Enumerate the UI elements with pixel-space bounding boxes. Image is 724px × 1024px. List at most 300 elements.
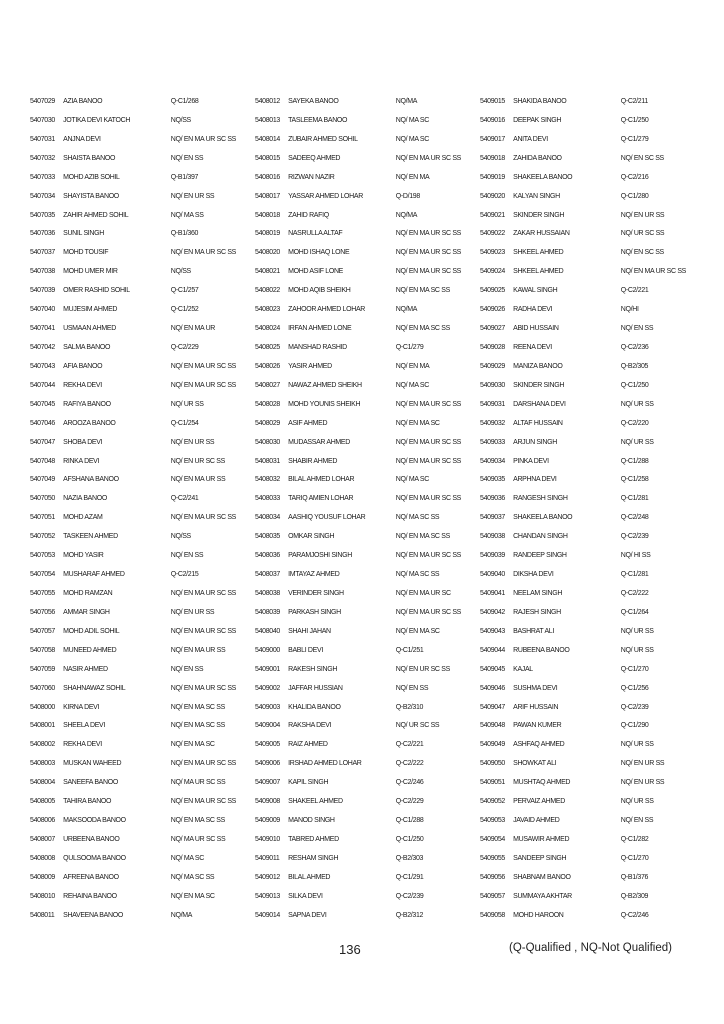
candidate-name: MUSKAN WAHEED (63, 758, 122, 768)
roll-number: 5409053 (480, 815, 505, 825)
roll-number: 5407045 (30, 398, 55, 408)
result-status: Q-C1/288 (620, 455, 649, 465)
candidate-row (480, 813, 687, 832)
roll-number: 5407029 (30, 96, 55, 105)
candidate-name: TABRED AHMED (288, 833, 339, 843)
candidate-name: KIRNA DEVI (63, 701, 100, 711)
result-status: Q-C1/250 (620, 114, 649, 124)
candidate-name: SKINDER SINGH (513, 379, 565, 389)
candidate-row (480, 700, 687, 719)
candidate-row (480, 624, 687, 643)
candidate-row (480, 94, 687, 113)
candidate-row (30, 435, 237, 454)
result-status: Q-C2/221 (620, 285, 649, 295)
roll-number: 5409040 (480, 569, 505, 579)
result-status: NQ/ EN MA UR SC SS (395, 436, 462, 446)
candidate-row (30, 567, 237, 586)
roll-number: 5408008 (30, 852, 55, 862)
candidate-row (480, 189, 687, 208)
roll-number: 5409004 (255, 720, 280, 730)
candidate-row (30, 737, 237, 756)
result-status: NQ/ EN UR SC SS (395, 663, 450, 673)
roll-number: 5409034 (480, 455, 505, 465)
candidate-row (255, 586, 462, 605)
candidate-name: TASLEEMA BANOO (288, 114, 348, 124)
result-status: Q-C2/248 (620, 512, 649, 522)
roll-number: 5408029 (255, 417, 280, 427)
candidate-name: PARKASH SINGH (288, 606, 341, 616)
candidate-name: JOTIKA DEVI KATOCH (63, 114, 131, 124)
result-status: Q-C1/256 (620, 682, 649, 692)
candidate-name: RAFIYA BANOO (63, 398, 111, 408)
candidate-row (255, 359, 462, 378)
roll-number: 5409003 (255, 701, 280, 711)
candidate-name: RAKSHA DEVI (288, 720, 332, 730)
result-status: Q-C1/254 (170, 417, 199, 427)
roll-number: 5408020 (255, 247, 280, 257)
candidate-name: MOHD UMER MIR (63, 266, 118, 276)
roll-number: 5409049 (480, 739, 505, 749)
roll-number: 5409045 (480, 663, 505, 673)
candidate-name: NAZIA BANOO (63, 493, 107, 503)
roll-number: 5407044 (30, 379, 55, 389)
candidate-row (480, 567, 687, 586)
candidate-name: AROOZA BANOO (63, 417, 116, 427)
result-status: NQ/ UR SS (620, 398, 654, 408)
result-status: Q-C2/215 (170, 569, 199, 579)
roll-number: 5407034 (30, 190, 55, 200)
roll-number: 5407035 (30, 209, 55, 219)
candidate-row (480, 794, 687, 813)
roll-number: 5407051 (30, 512, 55, 522)
candidate-name: VERINDER SINGH (288, 587, 344, 597)
result-status: NQ/ UR SS (620, 644, 654, 654)
candidate-row (480, 832, 687, 851)
roll-number: 5409002 (255, 682, 280, 692)
candidate-row (255, 189, 462, 208)
candidate-row (480, 586, 687, 605)
result-status: NQ/ EN SC SS (620, 152, 664, 162)
roll-number: 5409017 (480, 133, 505, 143)
result-status: NQ/ EN MA SC (395, 625, 440, 635)
result-status: NQ/ MA UR SC SS (170, 833, 226, 843)
candidate-row (255, 264, 462, 283)
results-column-2 (255, 94, 480, 927)
candidate-name: KAJAL (513, 663, 533, 673)
candidate-row (30, 851, 237, 870)
candidate-name: MUNEED AHMED (63, 644, 117, 654)
candidate-row (480, 548, 687, 567)
candidate-name: SADEEQ AHMED (288, 152, 341, 162)
candidate-name: CHANDAN SINGH (513, 531, 568, 541)
result-status: NQ/ MA SC SS (170, 871, 215, 881)
result-status: Q-C1/250 (620, 379, 649, 389)
candidate-name: MOHD AZAM (63, 512, 103, 522)
candidate-row (480, 359, 687, 378)
candidate-name: MOHD ASIF LONE (288, 266, 344, 276)
candidate-name: ABID HUSSAIN (513, 323, 559, 333)
candidate-name: SAPNA DEVI (288, 909, 327, 919)
roll-number: 5409047 (480, 701, 505, 711)
candidate-row (255, 662, 462, 681)
result-status: Q-C1/279 (395, 341, 424, 351)
candidate-name: ZAHID RAFIQ (288, 209, 329, 219)
candidate-row (480, 472, 687, 491)
result-status: NQ/ EN MA UR SC SS (395, 152, 462, 162)
candidate-name: SUSHMA DEVI (513, 682, 558, 692)
roll-number: 5408006 (30, 815, 55, 825)
candidate-name: QULSOOMA BANOO (63, 852, 126, 862)
candidate-name: AZIA BANOO (63, 96, 103, 105)
candidate-row (255, 132, 462, 151)
candidate-name: MOHD YOUNIS SHEIKH (288, 398, 361, 408)
candidate-name: KAWAL SINGH (513, 285, 558, 295)
candidate-row (30, 813, 237, 832)
roll-number: 5408024 (255, 323, 280, 333)
result-status: NQ/ HI SS (620, 550, 651, 560)
result-status: NQ/ EN SS (170, 550, 204, 560)
candidate-row (30, 359, 237, 378)
result-status: NQ/ EN MA UR SC SS (170, 379, 237, 389)
roll-number: 5409020 (480, 190, 505, 200)
candidate-name: MOHD AQIB SHEIKH (288, 285, 351, 295)
roll-number: 5409041 (480, 587, 505, 597)
candidate-row (480, 491, 687, 510)
roll-number: 5408016 (255, 171, 280, 181)
roll-number: 5408025 (255, 341, 280, 351)
candidate-name: RANGESH SINGH (513, 493, 568, 503)
candidate-name: SHAHI JAHAN (288, 625, 331, 635)
result-status: Q-C1/251 (395, 644, 424, 654)
roll-number: 5408007 (30, 833, 55, 843)
roll-number: 5407052 (30, 531, 55, 541)
roll-number: 5409000 (255, 644, 280, 654)
candidate-name: MANIZA BANOO (513, 360, 563, 370)
candidate-row (255, 567, 462, 586)
candidate-row (255, 889, 462, 908)
result-legend: (Q-Qualified , NQ-Not Qualified) (509, 942, 672, 954)
candidate-name: AFIA BANOO (63, 360, 103, 370)
result-status: Q-B2/310 (395, 701, 424, 711)
roll-number: 5409009 (255, 815, 280, 825)
candidate-row (255, 302, 462, 321)
candidate-name: SHKEEL AHMED (513, 247, 564, 257)
result-status: NQ/ EN MA SC SS (395, 531, 450, 541)
candidate-name: MUSAWIR AHMED (513, 833, 570, 843)
candidate-row (30, 283, 237, 302)
candidate-name: BILAL AHMED LOHAR (288, 474, 355, 484)
candidate-row (30, 208, 237, 227)
roll-number: 5409023 (480, 247, 505, 257)
candidate-row (30, 681, 237, 700)
candidate-row (30, 189, 237, 208)
result-status: NQ/ UR SC SS (620, 228, 665, 238)
result-status: NQ/ UR SS (170, 398, 204, 408)
candidate-row (480, 529, 687, 548)
result-status: NQ/ EN UR SS (620, 209, 665, 219)
roll-number: 5409052 (480, 796, 505, 806)
result-status: NQ/ EN MA UR SC SS (395, 247, 462, 257)
candidate-row (480, 870, 687, 889)
candidate-name: RESHAM SINGH (288, 852, 339, 862)
result-status: NQ/ MA SC SS (395, 512, 440, 522)
candidate-name: NAWAZ AHMED SHEIKH (288, 379, 362, 389)
roll-number: 5409008 (255, 796, 280, 806)
result-status: NQ/ MA SC (395, 379, 429, 389)
candidate-row (480, 435, 687, 454)
result-status: Q-C2/216 (620, 171, 649, 181)
candidate-row (480, 756, 687, 775)
candidate-name: SHKEEL AHMED (513, 266, 564, 276)
roll-number: 5407041 (30, 323, 55, 333)
candidate-row (480, 510, 687, 529)
candidate-row (30, 529, 237, 548)
candidate-row (480, 113, 687, 132)
result-status: NQ/ EN MA UR SC SS (395, 266, 462, 276)
result-status: Q-C2/220 (620, 417, 649, 427)
roll-number: 5409048 (480, 720, 505, 730)
candidate-row (255, 94, 462, 113)
candidate-name: RUBEENA BANOO (513, 644, 570, 654)
candidate-name: ZAHIDA BANOO (513, 152, 562, 162)
candidate-row (30, 226, 237, 245)
result-status: Q-C1/282 (620, 833, 649, 843)
result-status: Q-C1/279 (620, 133, 649, 143)
candidate-name: REKHA DEVI (63, 739, 102, 749)
roll-number: 5408034 (255, 512, 280, 522)
result-status: Q-C1/281 (620, 569, 649, 579)
candidate-row (255, 170, 462, 189)
roll-number: 5409042 (480, 606, 505, 616)
candidate-name: RAIZ AHMED (288, 739, 328, 749)
roll-number: 5409025 (480, 285, 505, 295)
result-status: NQ/ EN MA SC (170, 890, 215, 900)
candidate-row (30, 624, 237, 643)
roll-number: 5409054 (480, 833, 505, 843)
candidate-row (30, 775, 237, 794)
candidate-name: SILKA DEVI (288, 890, 323, 900)
roll-number: 5409058 (480, 909, 505, 919)
candidate-row (255, 529, 462, 548)
roll-number: 5407031 (30, 133, 55, 143)
result-status: Q-C2/241 (170, 493, 199, 503)
candidate-row (255, 908, 462, 927)
results-column-1 (30, 94, 255, 927)
result-status: Q-C2/246 (395, 777, 424, 787)
result-status: NQ/ EN MA UR (170, 323, 216, 333)
result-status: NQ/ EN MA UR SC SS (395, 398, 462, 408)
result-status: NQ/ EN SS (170, 663, 204, 673)
roll-number: 5409037 (480, 512, 505, 522)
candidate-row (255, 681, 462, 700)
candidate-row (30, 94, 237, 113)
candidate-name: MOHD ISHAQ LONE (288, 247, 350, 257)
candidate-name: SHAKEELA BANOO (513, 512, 573, 522)
result-status: NQ/ EN MA UR SC SS (170, 625, 237, 635)
candidate-row (480, 397, 687, 416)
candidate-row (255, 378, 462, 397)
candidate-name: DEEPAK SINGH (513, 114, 562, 124)
candidate-name: ZUBAIR AHMED SOHIL (288, 133, 358, 143)
candidate-name: MANSHAD RASHID (288, 341, 347, 351)
result-status: Q-B2/303 (395, 852, 424, 862)
candidate-row (30, 548, 237, 567)
result-status: NQ/ UR SS (620, 625, 654, 635)
candidate-name: URBEENA BANOO (63, 833, 120, 843)
candidate-row (480, 889, 687, 908)
roll-number: 5408014 (255, 133, 280, 143)
candidate-name: OMER RASHID SOHIL (63, 285, 130, 295)
roll-number: 5407049 (30, 474, 55, 484)
result-status: NQ/ EN MA UR SC SS (395, 455, 462, 465)
candidate-row (30, 340, 237, 359)
roll-number: 5407033 (30, 171, 55, 181)
candidate-row (480, 283, 687, 302)
candidate-name: RAJESH SINGH (513, 606, 561, 616)
candidate-row (30, 662, 237, 681)
candidate-name: SHEELA DEVI (63, 720, 106, 730)
candidate-name: TAHIRA BANOO (63, 796, 112, 806)
result-status: Q-C1/264 (620, 606, 649, 616)
roll-number: 5409007 (255, 777, 280, 787)
result-status: Q-C1/268 (170, 96, 199, 105)
result-status: Q-C1/291 (395, 871, 424, 881)
result-status: NQ/HI (620, 304, 639, 314)
result-status: NQ/MA (395, 304, 418, 314)
result-status: NQ/ EN MA UR SC SS (170, 247, 237, 257)
candidate-row (255, 226, 462, 245)
candidate-row (255, 700, 462, 719)
candidate-row (30, 908, 237, 927)
candidate-row (30, 264, 237, 283)
result-status: NQ/MA (170, 909, 193, 919)
roll-number: 5409015 (480, 96, 505, 105)
result-status: NQ/ MA SC (395, 133, 429, 143)
candidate-row (255, 775, 462, 794)
roll-number: 5407030 (30, 114, 55, 124)
roll-number: 5408031 (255, 455, 280, 465)
candidate-name: MOHD TOUSIF (63, 247, 109, 257)
candidate-row (480, 737, 687, 756)
candidate-row (255, 643, 462, 662)
candidate-row (30, 756, 237, 775)
candidate-row (480, 643, 687, 662)
roll-number: 5408023 (255, 304, 280, 314)
roll-number: 5409001 (255, 663, 280, 673)
roll-number: 5409057 (480, 890, 505, 900)
candidate-row (255, 472, 462, 491)
candidate-row (480, 718, 687, 737)
candidate-name: SHAISTA BANOO (63, 152, 116, 162)
candidate-row (255, 208, 462, 227)
page-number: 136 (339, 942, 361, 957)
candidate-name: MUDASSAR AHMED (288, 436, 351, 446)
candidate-row (480, 226, 687, 245)
candidate-row (255, 624, 462, 643)
result-status: Q-C2/246 (620, 909, 649, 919)
roll-number: 5409010 (255, 833, 280, 843)
candidate-row (480, 245, 687, 264)
result-status: Q-C2/222 (395, 758, 424, 768)
result-status: NQ/ EN UR SS (170, 190, 215, 200)
result-status: NQ/ EN SS (395, 682, 429, 692)
result-status: NQ/ EN MA UR SC SS (395, 606, 462, 616)
roll-number: 5409033 (480, 436, 505, 446)
candidate-row (30, 170, 237, 189)
candidate-name: ASHFAQ AHMED (513, 739, 565, 749)
candidate-name: KAPIL SINGH (288, 777, 329, 787)
candidate-row (480, 908, 687, 927)
candidate-name: PERVAIZ AHMED (513, 796, 565, 806)
result-status: NQ/ MA SC SS (395, 569, 440, 579)
result-status: NQ/ EN MA SC SS (395, 323, 450, 333)
candidate-row (30, 113, 237, 132)
candidate-name: ANITA DEVI (513, 133, 548, 143)
candidate-name: SHAKEEL AHMED (288, 796, 343, 806)
candidate-row (255, 548, 462, 567)
candidate-name: SHAKEELA BANOO (513, 171, 573, 181)
roll-number: 5407040 (30, 304, 55, 314)
candidate-name: MOHD ADIL SOHIL (63, 625, 120, 635)
candidate-name: RAKESH SINGH (288, 663, 338, 673)
roll-number: 5409022 (480, 228, 505, 238)
candidate-name: MOHD AZIB SOHIL (63, 171, 120, 181)
candidate-name: ANJNA DEVI (63, 133, 101, 143)
candidate-row (30, 794, 237, 813)
roll-number: 5407055 (30, 587, 55, 597)
result-status: NQ/ EN MA UR SS (170, 474, 226, 484)
roll-number: 5408040 (255, 625, 280, 635)
candidate-row (30, 416, 237, 435)
result-status: Q-C2/229 (395, 796, 424, 806)
candidate-row (255, 397, 462, 416)
roll-number: 5409035 (480, 474, 505, 484)
roll-number: 5407039 (30, 285, 55, 295)
result-status: NQ/ EN SS (170, 152, 204, 162)
candidate-name: BASHRAT ALI (513, 625, 554, 635)
roll-number: 5408026 (255, 360, 280, 370)
roll-number: 5407054 (30, 569, 55, 579)
candidate-row (30, 321, 237, 340)
candidate-name: SANEEFA BANOO (63, 777, 118, 787)
candidate-name: BABLI DEVI (288, 644, 323, 654)
roll-number: 5409012 (255, 871, 280, 881)
candidate-row (255, 756, 462, 775)
roll-number: 5408035 (255, 531, 280, 541)
roll-number: 5409027 (480, 323, 505, 333)
candidate-row (30, 586, 237, 605)
candidate-row (255, 435, 462, 454)
candidate-row (255, 605, 462, 624)
roll-number: 5408033 (255, 493, 280, 503)
roll-number: 5409043 (480, 625, 505, 635)
candidate-row (255, 870, 462, 889)
result-status: NQ/MA (395, 96, 418, 105)
candidate-row (480, 151, 687, 170)
candidate-name: ARJUN SINGH (513, 436, 557, 446)
roll-number: 5409055 (480, 852, 505, 862)
roll-number: 5409006 (255, 758, 280, 768)
candidate-name: RIZWAN NAZIR (288, 171, 335, 181)
result-status: Q-B1/397 (170, 171, 199, 181)
candidate-name: SKINDER SINGH (513, 209, 565, 219)
roll-number: 5408011 (30, 909, 55, 919)
candidate-row (30, 889, 237, 908)
candidate-row (480, 605, 687, 624)
candidate-name: MOHD YASIR (63, 550, 104, 560)
result-status: Q-B2/305 (620, 360, 649, 370)
candidate-row (30, 832, 237, 851)
